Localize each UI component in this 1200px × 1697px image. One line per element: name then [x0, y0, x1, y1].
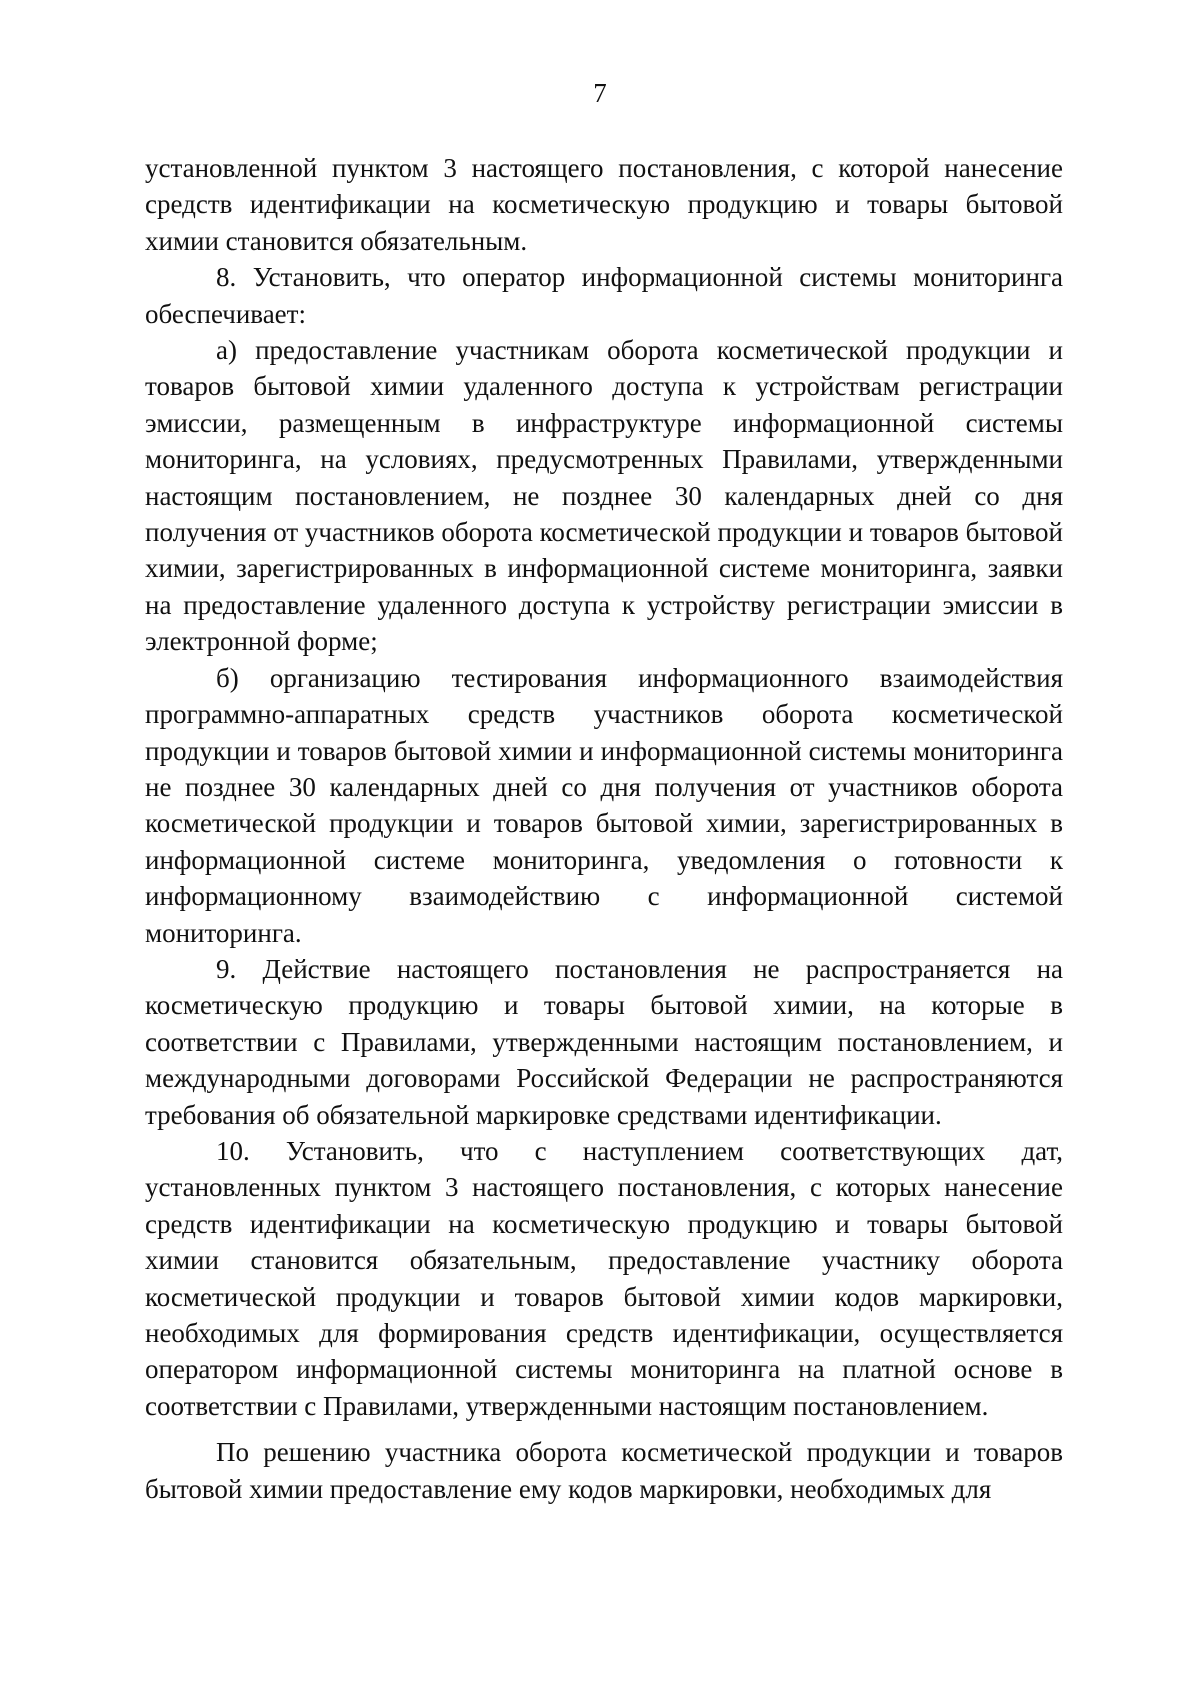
paragraph-subitem-b: б) организацию тестирования информационного взаимодействия программно-аппаратных средств участников оборота косметической продукции и товаров бытовой химии и информационной системы мониторинга не позднее 30 календарных дней со дня получения от участников оборота косметической продукции и товаров бытовой химии, зарегистрированных в информационной системе мониторинга, уведомления о готовности к информационному взаимодействию с информационной системой мониторинга. [145, 662, 1063, 948]
paragraph-subitem-a: а) предоставление участникам оборота косметической продукции и товаров бытовой химии удаленного доступа к устройствам регистрации эмиссии, размещенным в инфраструктуре информационной системы мониторинга, на условиях, предусмотренных Правилами, утвержденными настоящим постановлением, не позднее 30 календарных дней со дня получения от участников оборота косметической продукции и товаров бытовой химии, зарегистрированных в информационной системе мониторинга, заявки на предоставление удаленного доступа к устройству регистрации эмиссии в электронной форме; [145, 335, 1063, 657]
paragraph-continuation: установленной пунктом 3 настоящего постановления, с которой нанесение средств идентификации на косметическую продукцию и товары бытовой химии становится обязательным. [145, 153, 1063, 256]
page-number: 7 [593, 78, 607, 108]
paragraph-item-8: 8. Установить, что оператор информационной системы мониторинга обеспечивает: [145, 262, 1063, 329]
paragraph-item-10: 10. Установить, что с наступлением соответствующих дат, установленных пунктом 3 настоящего постановления, с которых нанесение средств идентификации на косметическую продукцию и товары бытовой химии становится обязательным, предоставление участнику оборота косметической продукции и товаров бытовой химии кодов маркировки, необходимых для формирования средств идентификации, осуществляется оператором информационной системы мониторинга на платной основе в соответствии с Правилами, утвержденными настоящим постановлением. [145, 1135, 1063, 1421]
document-body [145, 150, 1063, 1507]
paragraph-item-9: 9. Действие настоящего постановления не распространяется на косметическую продукцию и товары бытовой химии, на которые в соответствии с Правилами, утвержденными настоящим постановлением, и международными договорами Российской Федерации не распространяются требования об обязательной маркировке средствами идентификации. [145, 953, 1063, 1130]
paragraph-item-10-continuation: По решению участника оборота косметической продукции и товаров бытовой химии предоставление ему кодов маркировки, необходимых для [145, 1437, 1063, 1504]
